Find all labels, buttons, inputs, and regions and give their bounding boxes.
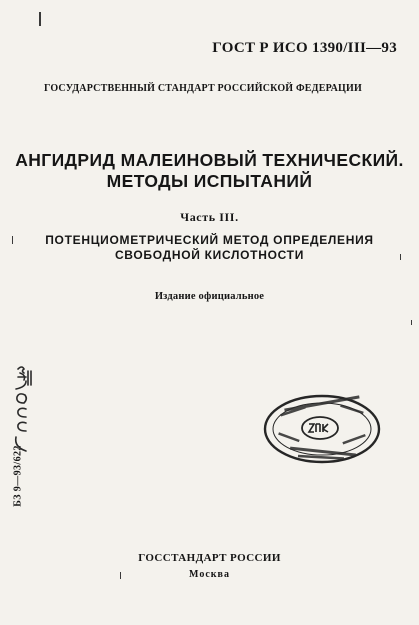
publisher-name: ГОССТАНДАРТ РОССИИ [138,552,281,564]
edition-label: Издание официальное [154,291,265,302]
handwritten-note [8,365,34,455]
part-label: Часть III. [180,210,239,224]
publication-city: Москва [189,569,230,580]
document-title-line-2: МЕТОДЫ ИСПЫТАНИЙ [106,171,313,191]
part-subtitle-line-2: СВОБОДНОЙ КИСЛОТНОСТИ [114,248,305,262]
part-subtitle-line-1: ПОТЕНЦИОМЕТРИЧЕСКИЙ МЕТОД ОПРЕДЕЛЕНИЯ [45,233,374,247]
scan-mark [411,320,412,325]
document-title-line-1: АНГИДРИД МАЛЕИНОВЫЙ ТЕХНИЧЕСКИЙ. [15,150,404,170]
scan-mark [39,12,41,26]
standard-number: ГОСТ Р ИСО 1390/III—93 [212,40,397,56]
scan-mark [12,236,13,244]
side-catalog-code-text: БЗ 9—93/622 [12,445,24,507]
library-stamp [262,392,382,466]
scan-mark [400,254,401,260]
state-standard-heading: ГОСУДАРСТВЕННЫЙ СТАНДАРТ РОССИЙСКОЙ ФЕДЕРАЦИИ [44,83,362,94]
